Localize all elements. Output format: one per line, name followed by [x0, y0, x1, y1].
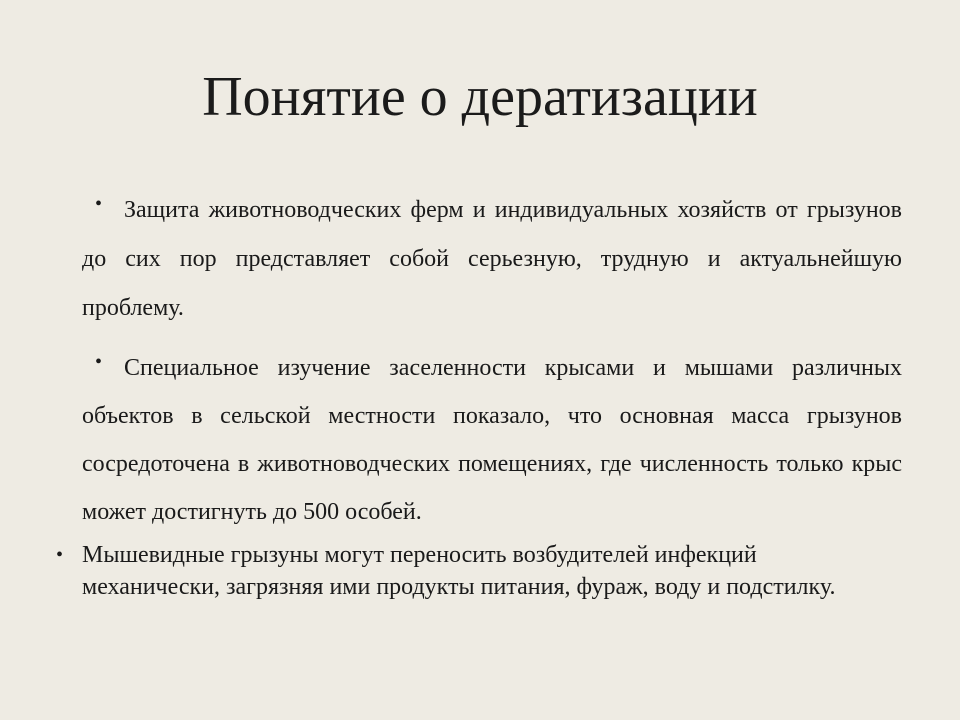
bullet-icon: • — [95, 351, 103, 373]
bullet-item — [82, 344, 902, 536]
bullet-icon: • — [95, 193, 103, 215]
slide-title: Понятие о дератизации — [202, 66, 758, 128]
bullet-text: Специальное изучение заселенности крысами и мышами различных объектов в сельской местности показало, что основная масса грызунов сосредоточена в животноводческих помещениях, где численность только крыс может достигнуть до 500 особей. — [82, 355, 902, 525]
bullet-icon: • — [56, 544, 64, 566]
bullet-item — [82, 186, 902, 333]
bullet-text: Защита животноводческих ферм и индивидуальных хозяйств от грызунов до сих пор представляет собой серьезную, трудную и актуальнейшую проблему. — [82, 197, 902, 321]
bullet-text: Мышевидные грызуны могут переносить возбудителей инфекций механически, загрязняя ими продукты питания, фураж, воду и подстилку. — [82, 542, 836, 600]
bullet-item — [56, 539, 856, 603]
